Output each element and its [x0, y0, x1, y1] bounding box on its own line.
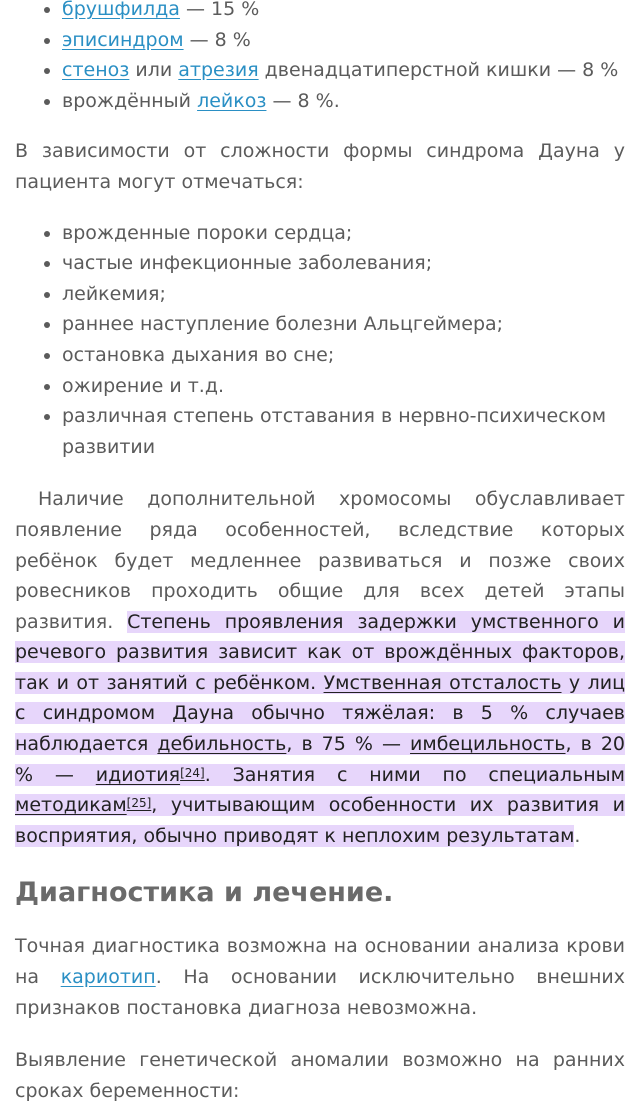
list-item: врожденные пороки сердца; — [0, 218, 625, 249]
prenatal-paragraph: Выявление генетической аномалии возможно на ранних сроках беременности: — [15, 1049, 625, 1102]
list-item-text: двенадцатиперстной кишки — 8 % — [258, 59, 619, 82]
intro-paragraph: В зависимости от сложности формы синдрома Дауна у пациента могут отмечаться: — [15, 140, 625, 193]
diagnostics-text-a: Точная диагностика возможна на основании анализа крови на — [15, 935, 625, 989]
reference-25[interactable]: [25] — [126, 796, 152, 811]
link-methods[interactable]: методикам — [15, 794, 127, 817]
link-debility[interactable]: дебильность — [157, 733, 287, 756]
list-item-text: врождённый — [62, 89, 198, 112]
list-item — [0, 0, 625, 25]
highlight-text-f: , учитывающим особенности их развития и восприятия, обычно приводят к неплохим результатам — [15, 794, 625, 847]
link-idiocy[interactable]: идиотия — [95, 763, 181, 786]
highlighted-passage — [15, 611, 625, 847]
list-item: остановка дыхания во сне; — [0, 340, 625, 371]
list-item — [0, 55, 625, 86]
list-item-text: — 15 % — [179, 0, 260, 20]
list-item-text: или — [129, 59, 179, 82]
paragraph-end: . — [574, 824, 581, 847]
wiki-link[interactable]: эписиндром — [62, 28, 184, 51]
reference-24[interactable]: [24] — [180, 765, 205, 780]
highlight-text-c: , в 75 % — — [286, 733, 411, 756]
list-item: ожирение и т.д. — [0, 371, 625, 402]
highlight-text-e: . Занятия с ними по специальным — [204, 763, 625, 786]
wiki-link[interactable]: стеноз — [62, 59, 130, 82]
highlight-text-b: у лиц с синдромом Дауна обычно тяжёлая: в 5 % случаев наблюдается — [15, 671, 625, 756]
link-karyotype[interactable]: кариотип — [60, 966, 156, 989]
wiki-link[interactable]: атрезия — [178, 59, 259, 82]
list-item: различная степень отставания в нервно-психическом развитии — [0, 401, 625, 462]
list-item: раннее наступление болезни Альцгеймера; — [0, 309, 625, 340]
list-item-text: — 8 % — [183, 28, 251, 51]
highlight-text-a: Степень проявления задержки умственного и речевого развития зависит как от врождённых факторов, так и от занятий с ребёнком. — [15, 610, 625, 694]
article-content — [15, 0, 625, 1106]
list-item-text: — 8 %. — [266, 89, 340, 112]
link-imbecility[interactable]: имбецильность — [410, 733, 566, 756]
diagnostics-text-b: . На основании исключительно внешних признаков постановка диагноза невозможна. — [15, 966, 626, 1019]
development-paragraph — [15, 484, 625, 851]
wiki-link[interactable]: брушфилда — [62, 0, 180, 20]
list-item — [0, 86, 625, 117]
complications-list — [15, 218, 625, 463]
list-item — [0, 25, 625, 56]
symptom-percent-list — [15, 0, 625, 116]
development-text: Наличие дополнительной хромосомы обуславливает появление ряда особенностей, вследствие которых ребёнок будет медленнее развиваться и позже своих ровесников проходить общие для всех детей этапы развития. — [15, 488, 625, 633]
wiki-link[interactable]: лейкоз — [197, 89, 267, 112]
highlight-text-d: , в 20 % — — [15, 733, 626, 786]
list-item: частые инфекционные заболевания; — [0, 248, 625, 279]
section-heading-diagnostics: Диагностика и лечение. — [15, 877, 394, 909]
list-item: лейкемия; — [0, 279, 625, 310]
diagnostics-paragraph — [15, 931, 625, 1023]
link-mental-retardation[interactable]: Умственная отсталость — [323, 671, 562, 694]
